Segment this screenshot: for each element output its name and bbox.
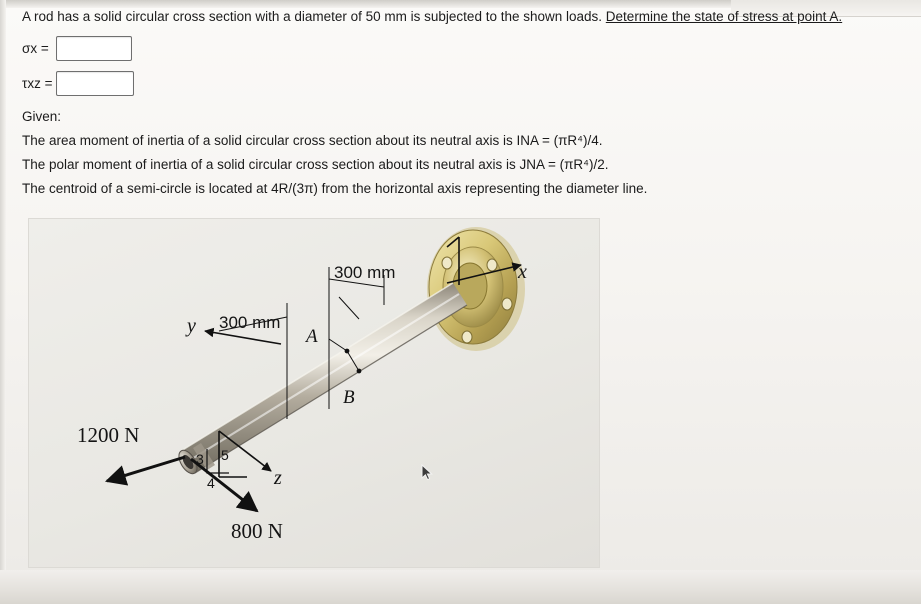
tau-xz-input[interactable] <box>56 71 134 96</box>
problem-text-block <box>22 8 882 196</box>
axis-label-z: z <box>274 467 282 489</box>
page-edge-left <box>0 0 6 604</box>
tau-xz-label: τxz = <box>22 76 53 92</box>
point-label-b: B <box>343 387 355 408</box>
slope-rise-label: 3 <box>196 451 204 467</box>
dimension-label-lower: 300 mm <box>219 313 281 332</box>
force-label-1200: 1200 N <box>77 423 140 447</box>
answer-row-sigma-x <box>22 37 882 61</box>
mouse-pointer-icon <box>421 464 435 482</box>
problem-statement-underlined: Determine the state of stress at point A. <box>605 9 843 24</box>
force-1200-arrow <box>107 457 185 481</box>
given-line-2: The polar moment of inertia of a solid circular cross section about its neutral axis is JNA = (πR⁴)/2. <box>22 156 609 172</box>
problem-statement <box>22 8 882 26</box>
given-heading: Given: <box>22 108 62 124</box>
sigma-x-label: σx = <box>22 41 49 57</box>
slope-hyp-label: 5 <box>221 447 229 463</box>
page-edge-bottom <box>0 570 921 604</box>
axis-label-x: x <box>518 261 527 283</box>
problem-statement-plain: A rod has a solid circular cross section with a diameter of 50 mm is subjected to the shown loads. <box>22 9 603 24</box>
sigma-x-input[interactable] <box>56 36 132 61</box>
given-line-3: The centroid of a semi-circle is located at 4R/(3π) from the horizontal axis representing the diameter line. <box>22 180 648 196</box>
given-line-1: The area moment of inertia of a solid circular cross section about its neutral axis is INA = (πR⁴)/4. <box>22 132 603 148</box>
figure-svg <box>29 219 599 567</box>
figure-rod-loading <box>28 218 600 568</box>
wall-flange <box>427 227 525 351</box>
slope-run-label: 4 <box>207 475 215 491</box>
answer-row-tau-xz <box>22 72 882 96</box>
force-label-800: 800 N <box>231 519 283 543</box>
point-label-a: A <box>306 326 318 347</box>
dimension-label-upper: 300 mm <box>334 263 396 282</box>
axis-label-y: y <box>187 315 196 337</box>
